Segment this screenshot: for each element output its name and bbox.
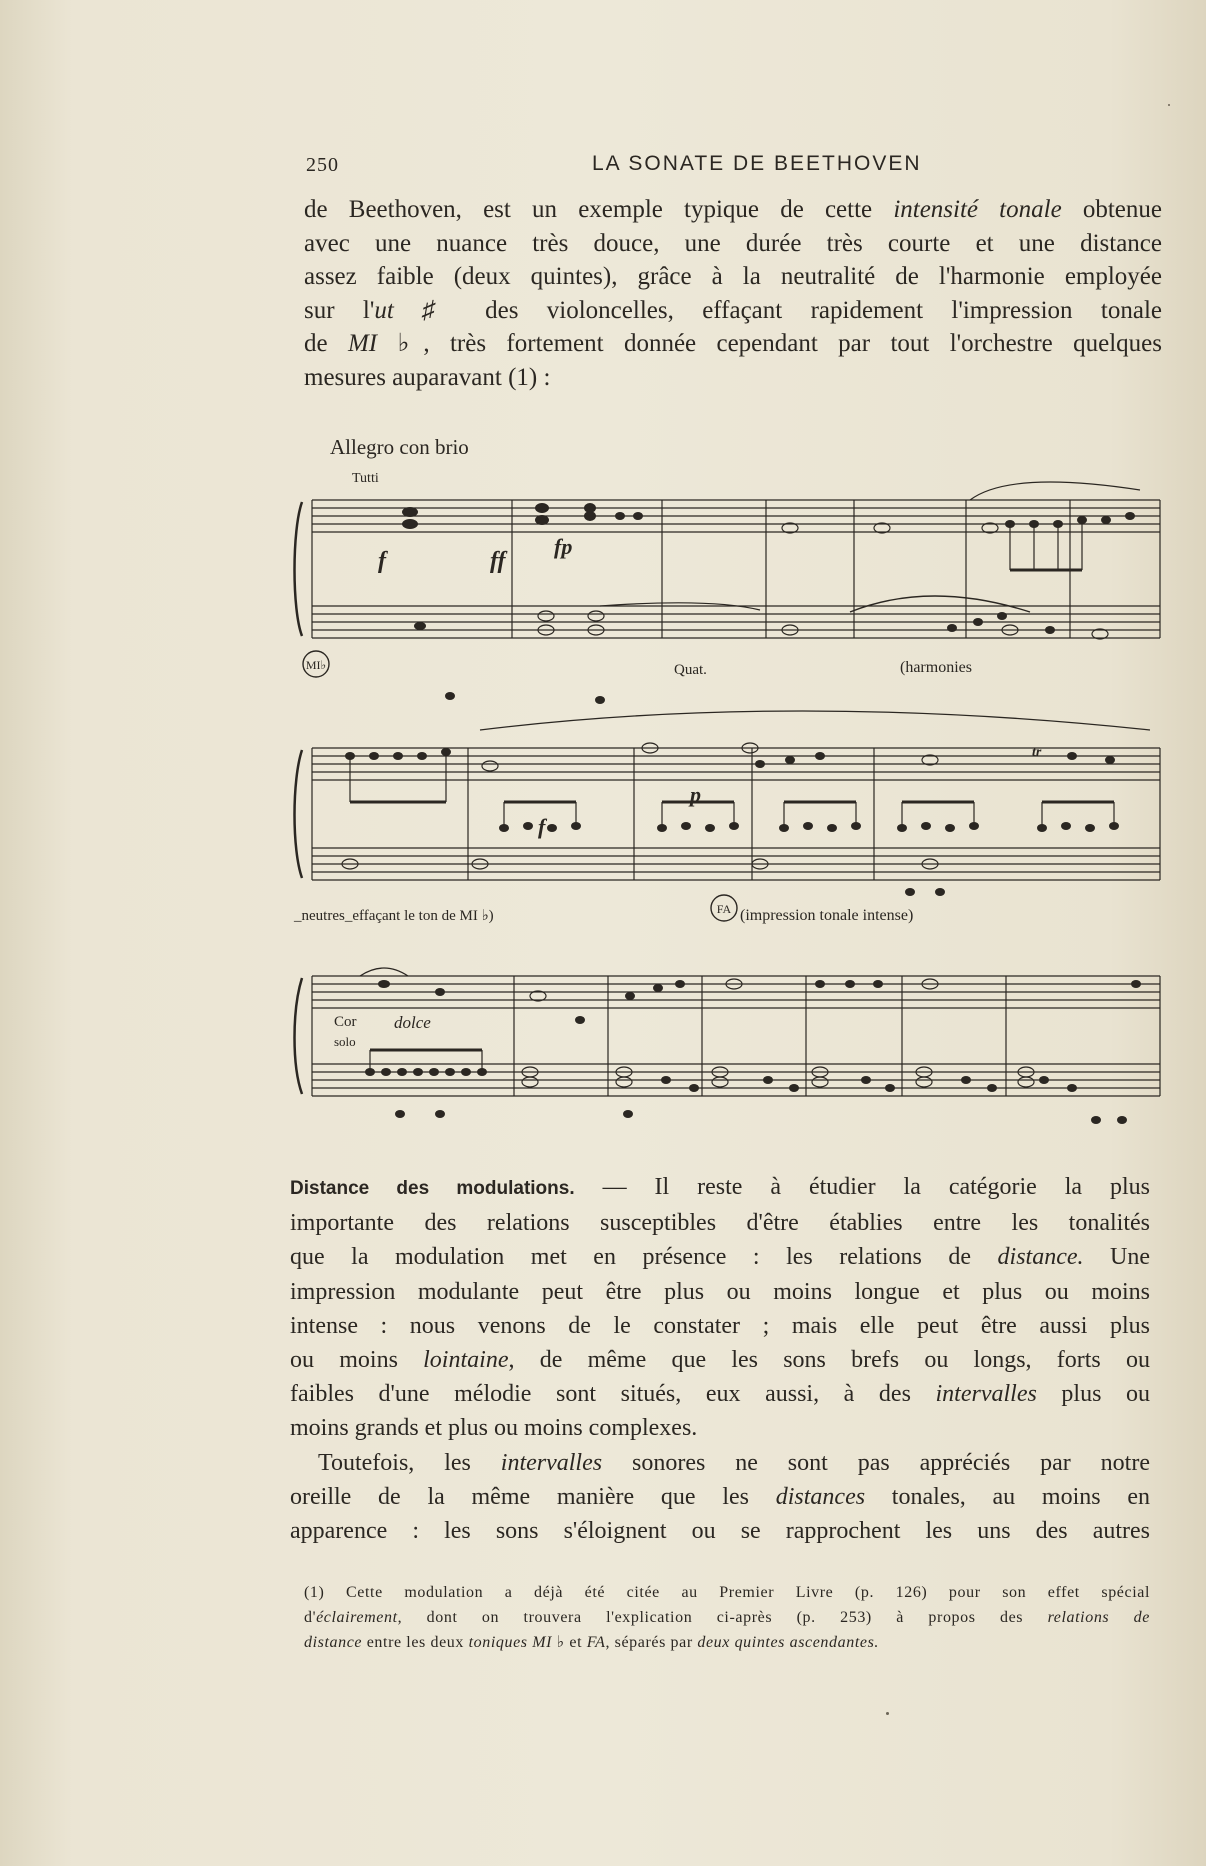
footnote bbox=[304, 1580, 1150, 1655]
text: de bbox=[304, 330, 348, 358]
text-line: importante des relations susceptibles d'être établies entre les tonalités bbox=[290, 1210, 1150, 1237]
tutti-label: Tutti bbox=[352, 471, 379, 486]
notes-system-2 bbox=[345, 748, 1119, 896]
page-number: 250 bbox=[306, 154, 339, 176]
solo-label: solo bbox=[334, 1034, 356, 1049]
text: , dont on trouvera l'explication ci-après (p. 253) à propos des bbox=[397, 1609, 1048, 1626]
impression-label: (impression tonale intense) bbox=[740, 907, 914, 924]
italic-text: relations de bbox=[1047, 1609, 1150, 1626]
text: des violoncelles, effaçant rapidement l'impression tonale bbox=[456, 296, 1162, 324]
text-line bbox=[290, 1480, 1150, 1514]
harmonies-label: (harmonies bbox=[900, 659, 972, 676]
text-line bbox=[290, 1343, 1150, 1377]
italic-text: distance bbox=[304, 1634, 363, 1651]
italic-text: toniques MI ♭ bbox=[468, 1634, 565, 1651]
text: obtenue bbox=[1061, 196, 1162, 223]
section-heading: Distance des modulations. bbox=[290, 1178, 575, 1199]
system-1 bbox=[295, 482, 1161, 704]
text-line bbox=[304, 294, 1162, 328]
paper-speck bbox=[1168, 104, 1170, 106]
system-3 bbox=[295, 968, 1161, 1124]
italic-text: FA bbox=[586, 1634, 606, 1651]
text-line bbox=[290, 1446, 1150, 1480]
text: faibles d'une mélodie sont situés, eux aussi, à des bbox=[290, 1381, 936, 1408]
text: oreille de la même manière que les bbox=[290, 1483, 776, 1510]
text: que la modulation met en présence : les relations de bbox=[290, 1244, 998, 1271]
dynamic-ff: ff bbox=[490, 548, 506, 574]
text: , très fortement donnée cependant par tout l'orchestre quelques bbox=[423, 330, 1162, 358]
text-line bbox=[290, 1240, 1150, 1274]
italic-text: lointaine bbox=[423, 1347, 509, 1374]
dynamic-f: f bbox=[378, 548, 386, 574]
page-header bbox=[306, 152, 1166, 182]
staff-2-bass bbox=[312, 848, 1160, 880]
text-line bbox=[304, 327, 1162, 361]
italic-text: distance. bbox=[997, 1244, 1084, 1271]
staff-1-bass bbox=[312, 606, 1160, 638]
key-mi-label: MI♭ bbox=[305, 658, 327, 672]
trill-mark: tr bbox=[1032, 745, 1042, 760]
tempo-marking: Allegro con brio bbox=[330, 435, 469, 459]
running-title: LA SONATE DE BEETHOVEN bbox=[592, 152, 922, 175]
italic-text: deux quintes ascendantes. bbox=[697, 1634, 879, 1651]
italic-text: distances bbox=[775, 1483, 866, 1510]
footnote-line: (1) Cette modulation a déjà été citée au Premier Livre (p. 126) pour son effet spécial bbox=[304, 1584, 1150, 1601]
dynamic-fp: fp bbox=[554, 534, 573, 559]
text: d' bbox=[304, 1609, 317, 1626]
open-notes-3 bbox=[522, 979, 1034, 1087]
text: plus ou bbox=[1036, 1381, 1150, 1408]
text-line bbox=[304, 193, 1162, 227]
cor-label: Cor bbox=[334, 1014, 357, 1030]
text-line: intense : nous venons de le constater ; mais elle peut être aussi plus bbox=[290, 1312, 1150, 1339]
italic-text: MI ♭ bbox=[347, 330, 424, 358]
footnote-line bbox=[304, 1605, 1150, 1630]
text: ou moins bbox=[290, 1347, 424, 1374]
text: Toutefois, les bbox=[318, 1449, 501, 1476]
text: sonores ne sont pas appréciés par notre bbox=[602, 1449, 1150, 1476]
text: , séparés par bbox=[605, 1634, 698, 1651]
dynamic-p: p bbox=[690, 782, 701, 807]
text-line bbox=[290, 1170, 1150, 1206]
text: tonales, au moins en bbox=[865, 1483, 1151, 1510]
italic-text: intervalles bbox=[500, 1449, 603, 1476]
text: entre les deux bbox=[362, 1634, 469, 1651]
text-line: mesures auparavant (1) : bbox=[304, 363, 551, 391]
dolce-marking: dolce bbox=[394, 1013, 431, 1032]
paper-speck bbox=[886, 1712, 889, 1715]
open-notes-2 bbox=[342, 743, 938, 869]
text-line: moins grands et plus ou moins complexes. bbox=[290, 1415, 698, 1442]
italic-text: ut ♯ bbox=[374, 296, 457, 324]
text-line: assez faible (deux quintes), grâce à la neutralité de l'harmonie employée bbox=[304, 263, 1162, 291]
neutres-label: _neutres_effaçant le ton de MI ♭) bbox=[294, 908, 494, 924]
text: — Il reste à étudier la catégorie la plus bbox=[574, 1174, 1150, 1200]
text: , de même que les sons brefs ou longs, forts ou bbox=[508, 1347, 1150, 1374]
text: de Beethoven, est un exemple typique de cette bbox=[304, 196, 894, 223]
footnote-line bbox=[304, 1630, 1150, 1655]
text-line bbox=[290, 1377, 1150, 1411]
text: et bbox=[564, 1634, 587, 1651]
italic-text: intervalles bbox=[935, 1381, 1037, 1408]
music-score bbox=[290, 430, 1170, 1150]
text-line: avec une nuance très douce, une durée très courte et une distance bbox=[304, 229, 1162, 257]
system-2 bbox=[295, 711, 1161, 896]
distance-section bbox=[290, 1170, 1150, 1548]
system-brace bbox=[295, 502, 303, 636]
dynamic-f-2: f bbox=[538, 814, 546, 839]
key-fa-label: FA bbox=[716, 902, 732, 916]
text: sur l' bbox=[304, 296, 375, 324]
quat-label: Quat. bbox=[674, 662, 707, 678]
text: Une bbox=[1083, 1244, 1151, 1271]
text-line: impression modulante peut être plus ou moins longue et plus ou moins bbox=[290, 1278, 1150, 1305]
text-line: apparence : les sons s'éloignent ou se rapprochent les uns des autres bbox=[290, 1518, 1150, 1545]
italic-text: intensité tonale bbox=[893, 196, 1062, 223]
italic-text: éclairement bbox=[316, 1609, 398, 1626]
intro-paragraph bbox=[304, 193, 1162, 395]
